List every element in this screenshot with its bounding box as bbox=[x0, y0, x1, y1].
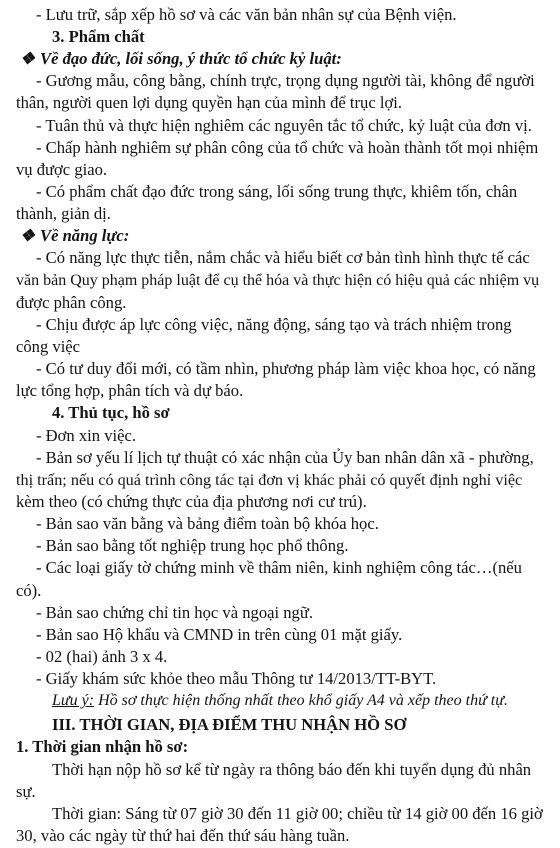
text-line: - Bản sao chứng chỉ tin học và ngoại ngữ. bbox=[36, 602, 313, 622]
text-line: Thời gian: Sáng từ 07 giờ 30 đến 11 giờ 00; chiều từ 14 giờ 00 đến 16 giờ bbox=[52, 803, 543, 823]
subheading-dao-duc bbox=[20, 49, 342, 69]
subheading-nang-luc bbox=[20, 226, 129, 246]
text-line: - Bản sao văn bằng và bảng điểm toàn bộ khóa học. bbox=[36, 514, 379, 534]
text-line: vụ được giao. bbox=[16, 159, 108, 179]
text-line: - Chịu được áp lực công việc, năng động, sáng tạo và trách nhiệm trong bbox=[36, 314, 512, 334]
subsection-heading-thoi-gian: 1. Thời gian nhận hồ sơ: bbox=[16, 737, 189, 757]
text-line: kèm theo (có chứng thực của địa phương nơi cư trú). bbox=[16, 491, 367, 511]
text-line: Thời hạn nộp hồ sơ kể từ ngày ra thông báo đến khi tuyển dụng đủ nhân bbox=[52, 759, 532, 779]
section-heading-thu-tuc: 4. Thủ tục, hồ sơ bbox=[52, 403, 170, 423]
subheading-text: Về đạo đức, lối sống, ý thức tổ chức kỷ luật: bbox=[40, 49, 342, 69]
text-line: - Các loại giấy tờ chứng minh về thâm niên, kinh nghiệm công tác…(nếu bbox=[36, 558, 522, 578]
text-line: - Gương mẫu, công bằng, chính trực, trọng dụng người tài, không để người bbox=[36, 71, 535, 91]
text-line: 30, vào các ngày từ thứ hai đến thứ sáu hàng tuần. bbox=[16, 826, 350, 845]
text-line: thị trấn; nếu có quá trình công tác tại đơn vị khác phải có quyết định nghỉ việc bbox=[16, 470, 523, 489]
diamond-bullet-icon: ❖ bbox=[20, 49, 35, 69]
section-heading-pham-chat: 3. Phẩm chất bbox=[52, 27, 145, 46]
text-line: văn bản Quy phạm pháp luật để cụ thể hóa và thực hiện có hiệu quả các nhiệm vụ bbox=[16, 271, 540, 289]
text-line: - Đơn xin việc. bbox=[36, 425, 137, 445]
text-line: thành, giản dị. bbox=[16, 204, 111, 224]
text-line: - Tuân thủ và thực hiện nghiêm các nguyên tắc tổ chức, kỷ luật của đơn vị. bbox=[36, 115, 532, 135]
text-line: có). bbox=[16, 580, 42, 600]
diamond-bullet-icon: ❖ bbox=[20, 226, 35, 246]
note-label: Lưu ý: bbox=[52, 692, 95, 710]
text-line: công việc bbox=[16, 336, 81, 356]
section-heading-thoi-gian-dia-diem: III. THỜI GIAN, ĐỊA ĐIỂM THU NHẬN HỒ SƠ bbox=[52, 715, 407, 735]
text-line: được phân công. bbox=[16, 292, 127, 312]
note-text: Hồ sơ thực hiện thống nhất theo khổ giấy A4 và xếp theo thứ tự. bbox=[94, 692, 508, 710]
text-line: - Có tư duy đổi mới, có tầm nhìn, phương pháp làm việc khoa học, có năng bbox=[36, 359, 536, 379]
text-line: lực tổng hợp, phân tích và dự báo. bbox=[16, 381, 244, 401]
text-line: sự. bbox=[16, 781, 36, 801]
subheading-text: Về năng lực: bbox=[40, 226, 130, 246]
text-line: - Chấp hành nghiêm sự phân công của tổ chức và hoàn thành tốt mọi nhiệm bbox=[36, 137, 539, 157]
text-line: - Bản sơ yếu lí lịch tự thuật có xác nhận của Ủy ban nhân dân xã - phường, bbox=[36, 447, 534, 467]
text-line: thân, người quen lợi dụng quyền hạn của mình để trục lợi. bbox=[16, 93, 403, 113]
text-line: - 02 (hai) ảnh 3 x 4. bbox=[36, 646, 168, 666]
note-line bbox=[52, 691, 508, 711]
text-line: - Có năng lực thực tiễn, nắm chắc và hiểu biết cơ bản tình hình thực tế các bbox=[36, 248, 530, 268]
text-line: - Có phẩm chất đạo đức trong sáng, lối sống trung thực, khiêm tốn, chân bbox=[36, 182, 518, 201]
text-line: - Giấy khám sức khỏe theo mẫu Thông tư 14/2013/TT-BYT. bbox=[36, 669, 437, 689]
text-line: - Bản sao Hộ khẩu và CMND in trên cùng 01 mặt giấy. bbox=[36, 624, 403, 644]
text-line: - Lưu trữ, sắp xếp hồ sơ và các văn bản nhân sự của Bệnh viện. bbox=[36, 4, 457, 24]
text-line: - Bản sao bằng tốt nghiệp trung học phổ thông. bbox=[36, 536, 349, 556]
